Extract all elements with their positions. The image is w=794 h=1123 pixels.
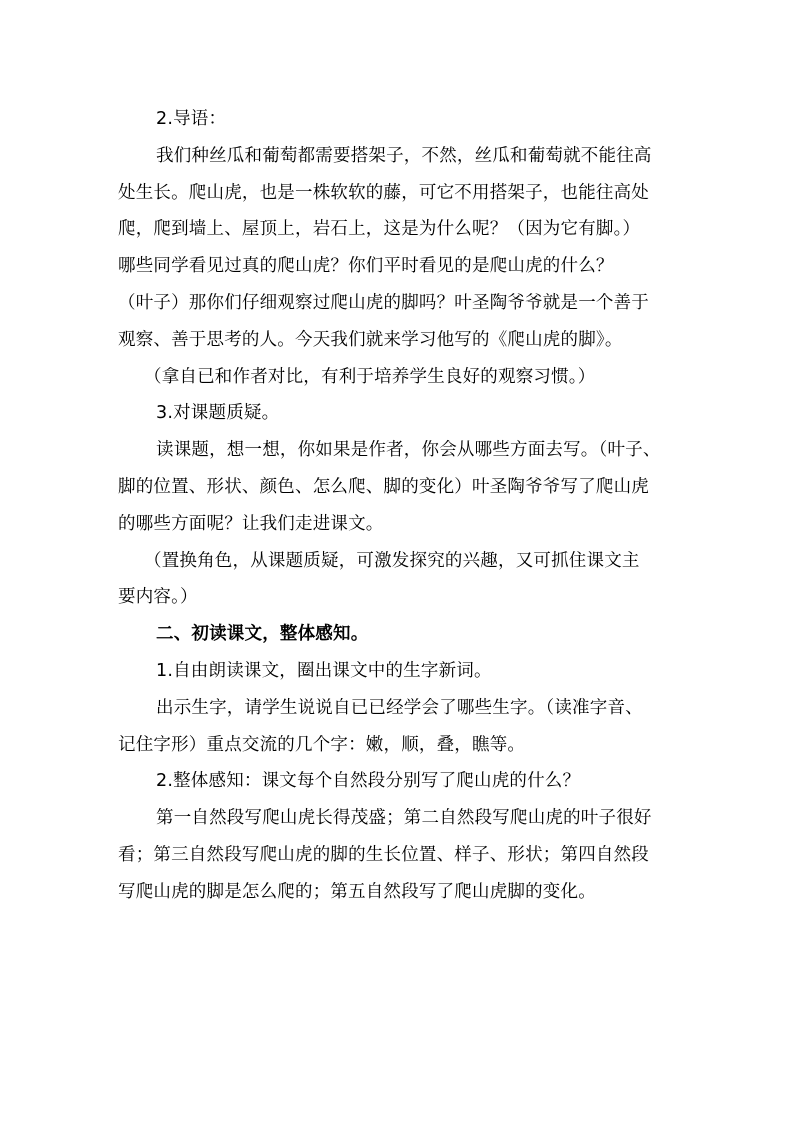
paragraph-line: 看；第三自然段写爬山虎的脚的生长位置、样子、形状；第四自然段 [118,844,649,865]
paragraph-line: 我们种丝瓜和葡萄都需要搭架子，不然，丝瓜和葡萄就不能往高 [156,145,652,166]
paragraph-line: 脚的位置、形状、颜色、怎么爬、脚的变化）叶圣陶爷爷写了爬山虎 [118,476,649,497]
paragraph-line: 读课题，想一想，你如果是作者，你会从哪些方面去写。（叶子、 [156,440,661,461]
paragraph-line: 第一自然段写爬山虎长得茂盛；第二自然段写爬山虎的叶子很好 [156,808,652,829]
paragraph-line: 出示生字，请学生说说自已已经学会了哪些生字。（读准字音、 [156,697,643,718]
paragraph-line: 哪些同学看见过真的爬山虎？你们平时看见的是爬山虎的什么？ [118,256,614,277]
teaching-note: （置换角色，从课题质疑，可激发探究的兴趣，又可抓住课文主 [144,550,640,571]
paragraph-line: 观察、善于思考的人。今天我们就来学习他写的《爬山虎的脚》。 [118,329,623,350]
paragraph-line: 的哪些方面呢？让我们走进课文。 [118,513,384,534]
document-body [118,101,678,911]
paragraph-line: 记住字形）重点交流的几个字：嫩，顺，叠，瞧等。 [118,734,526,755]
paragraph-line: 爬，爬到墙上、屋顶上，岩石上，这是为什么呢？（因为它有脚。） [118,219,641,240]
teaching-note-continued: 要内容。） [118,587,198,608]
paragraph-line: （叶子）那你们仔细观察过爬山虎的脚吗？叶圣陶爷爷就是一个善于 [118,292,649,313]
section-heading-title-question: 3.对课题质疑。 [156,403,280,424]
step-heading: 1.自由朗读课文，圈出课文中的生字新词。 [156,660,492,681]
section-heading-first-reading: 二、初读课文，整体感知。 [156,624,369,645]
section-heading-intro: 2.导语： [156,109,227,129]
teaching-note: （拿自已和作者对比，有利于培养学生良好的观察习惯。） [144,366,596,387]
step-heading: 2.整体感知：课文每个自然段分别写了爬山虎的什么？ [156,771,581,792]
paragraph-line: 处生长。爬山虎，也是一株软软的藤，可它不用搭架子，也能往高处 [118,182,649,203]
paragraph-line: 写爬山虎的脚是怎么爬的；第五自然段写了爬山虎脚的变化。 [118,881,596,902]
